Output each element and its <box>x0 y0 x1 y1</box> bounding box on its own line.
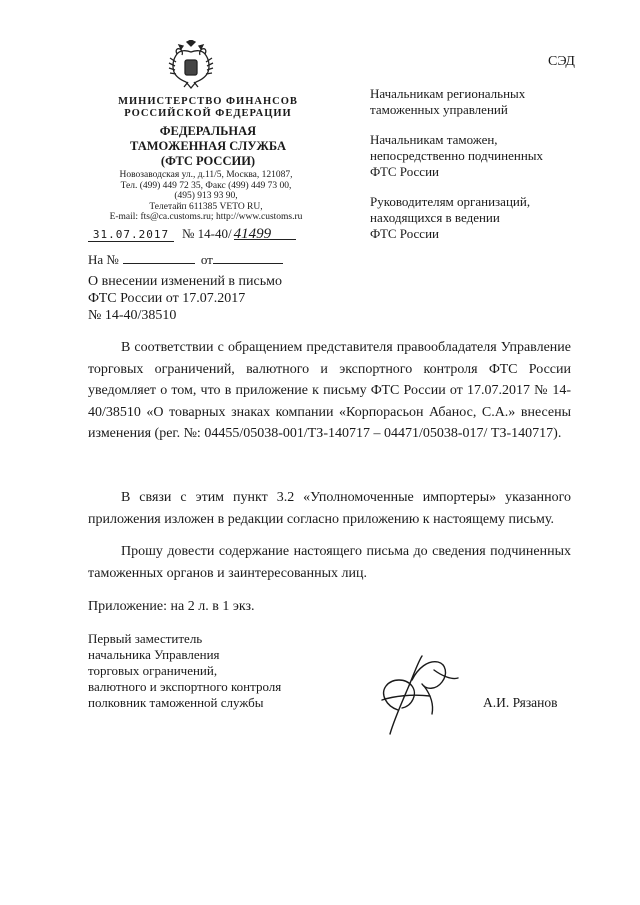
paragraph-text: Прошу довести содержание настоящего письма до сведения подчиненных таможенных органов и заинтересованных лиц. <box>88 544 571 581</box>
recipient-line: Руководителям организаций, <box>370 194 531 209</box>
ministry-line: МИНИСТЕРСТВО ФИНАНСОВ <box>118 96 298 107</box>
position-line: начальника Управления <box>88 647 220 662</box>
recipient-group <box>370 194 610 242</box>
recipient-line: находящихся в ведении <box>370 210 500 225</box>
reply-date-blank <box>213 250 283 264</box>
position-line: Первый заместитель <box>88 631 203 646</box>
handwritten-signature <box>372 650 460 736</box>
service-line: ФЕДЕРАЛЬНАЯ <box>159 124 257 138</box>
email-line: E-mail: fts@ca.customs.ru; http://www.customs.ru <box>109 212 303 222</box>
service-line: ТАМОЖЕННАЯ СЛУЖБА <box>130 139 286 153</box>
russian-double-headed-eagle-icon <box>168 40 214 90</box>
ministry-name <box>88 96 328 120</box>
recipient-line: ФТС России <box>370 164 439 179</box>
teletype-line: Телетайп 611385 VETO RU, <box>149 201 263 212</box>
recipient-line: Начальникам таможен, <box>370 132 498 147</box>
registration-date: 31.07.2017 <box>88 228 174 242</box>
recipient-group <box>370 86 610 118</box>
reply-to-label: На № <box>88 252 119 267</box>
contact-info <box>92 170 320 223</box>
signer-name: А.И. Рязанов <box>483 695 558 710</box>
sed-mark: СЭД <box>548 54 575 69</box>
body-paragraph-2 <box>88 487 571 530</box>
address-line: Новозаводская ул., д.11/5, Москва, 121087, <box>119 170 293 180</box>
phone-line: Тел. (499) 449 72 35, Факс (499) 449 73 00, <box>120 180 292 191</box>
subject-line: № 14-40/38510 <box>88 308 177 323</box>
service-line: (ФТС РОССИИ) <box>160 154 256 168</box>
signatory-position <box>88 631 281 711</box>
subject-line: ФТС России от 17.07.2017 <box>88 291 246 306</box>
subject-line: О внесении изменений в письмо <box>88 274 282 289</box>
paragraph-text: В соответствии с обращением представителя правообладателя Управление торговых ограничений, валютного и экспортного контроля ФТС России уведомляет о том, что в приложение к письму ФТС России от 17.07.2017 № 14-40/38510 «О товарных знаках компании «Корпорасьон Абанос, С.А.» внесены изменения (рег. №: 04455/05038-001/ТЗ-140717 – 04471/05038-017/ ТЗ-140717). <box>88 340 571 441</box>
service-name <box>88 124 328 169</box>
reply-from-label: от <box>200 252 213 267</box>
reply-reference-line <box>88 250 283 268</box>
body-paragraph-3 <box>88 541 571 584</box>
letter-subject <box>88 273 282 324</box>
registration-number-prefix: № 14-40/ <box>182 226 232 241</box>
registration-line <box>88 226 296 242</box>
recipients-block <box>370 86 610 256</box>
position-line: валютного и экспортного контроля <box>88 679 282 694</box>
paragraph-text: В связи с этим пункт 3.2 «Уполномоченные импортеры» указанного приложения изложен в редакции согласно приложению к настоящему письму. <box>88 490 571 527</box>
registration-number-handwritten: 41499 <box>234 226 296 240</box>
attachment-note: Приложение: на 2 л. в 1 экз. <box>88 599 255 614</box>
recipient-group <box>370 132 610 180</box>
body-paragraph-1 <box>88 337 571 445</box>
position-line: полковник таможенной службы <box>88 695 264 710</box>
recipient-line: таможенных управлений <box>370 102 508 117</box>
recipient-line: непосредственно подчиненных <box>370 148 544 163</box>
recipient-line: ФТС России <box>370 226 439 241</box>
position-line: торговых ограничений, <box>88 663 218 678</box>
phone-line: (495) 913 93 90, <box>174 191 238 201</box>
recipient-line: Начальникам региональных <box>370 86 526 101</box>
reply-number-blank <box>123 250 195 264</box>
ministry-line: РОССИЙСКОЙ ФЕДЕРАЦИИ <box>124 108 292 119</box>
